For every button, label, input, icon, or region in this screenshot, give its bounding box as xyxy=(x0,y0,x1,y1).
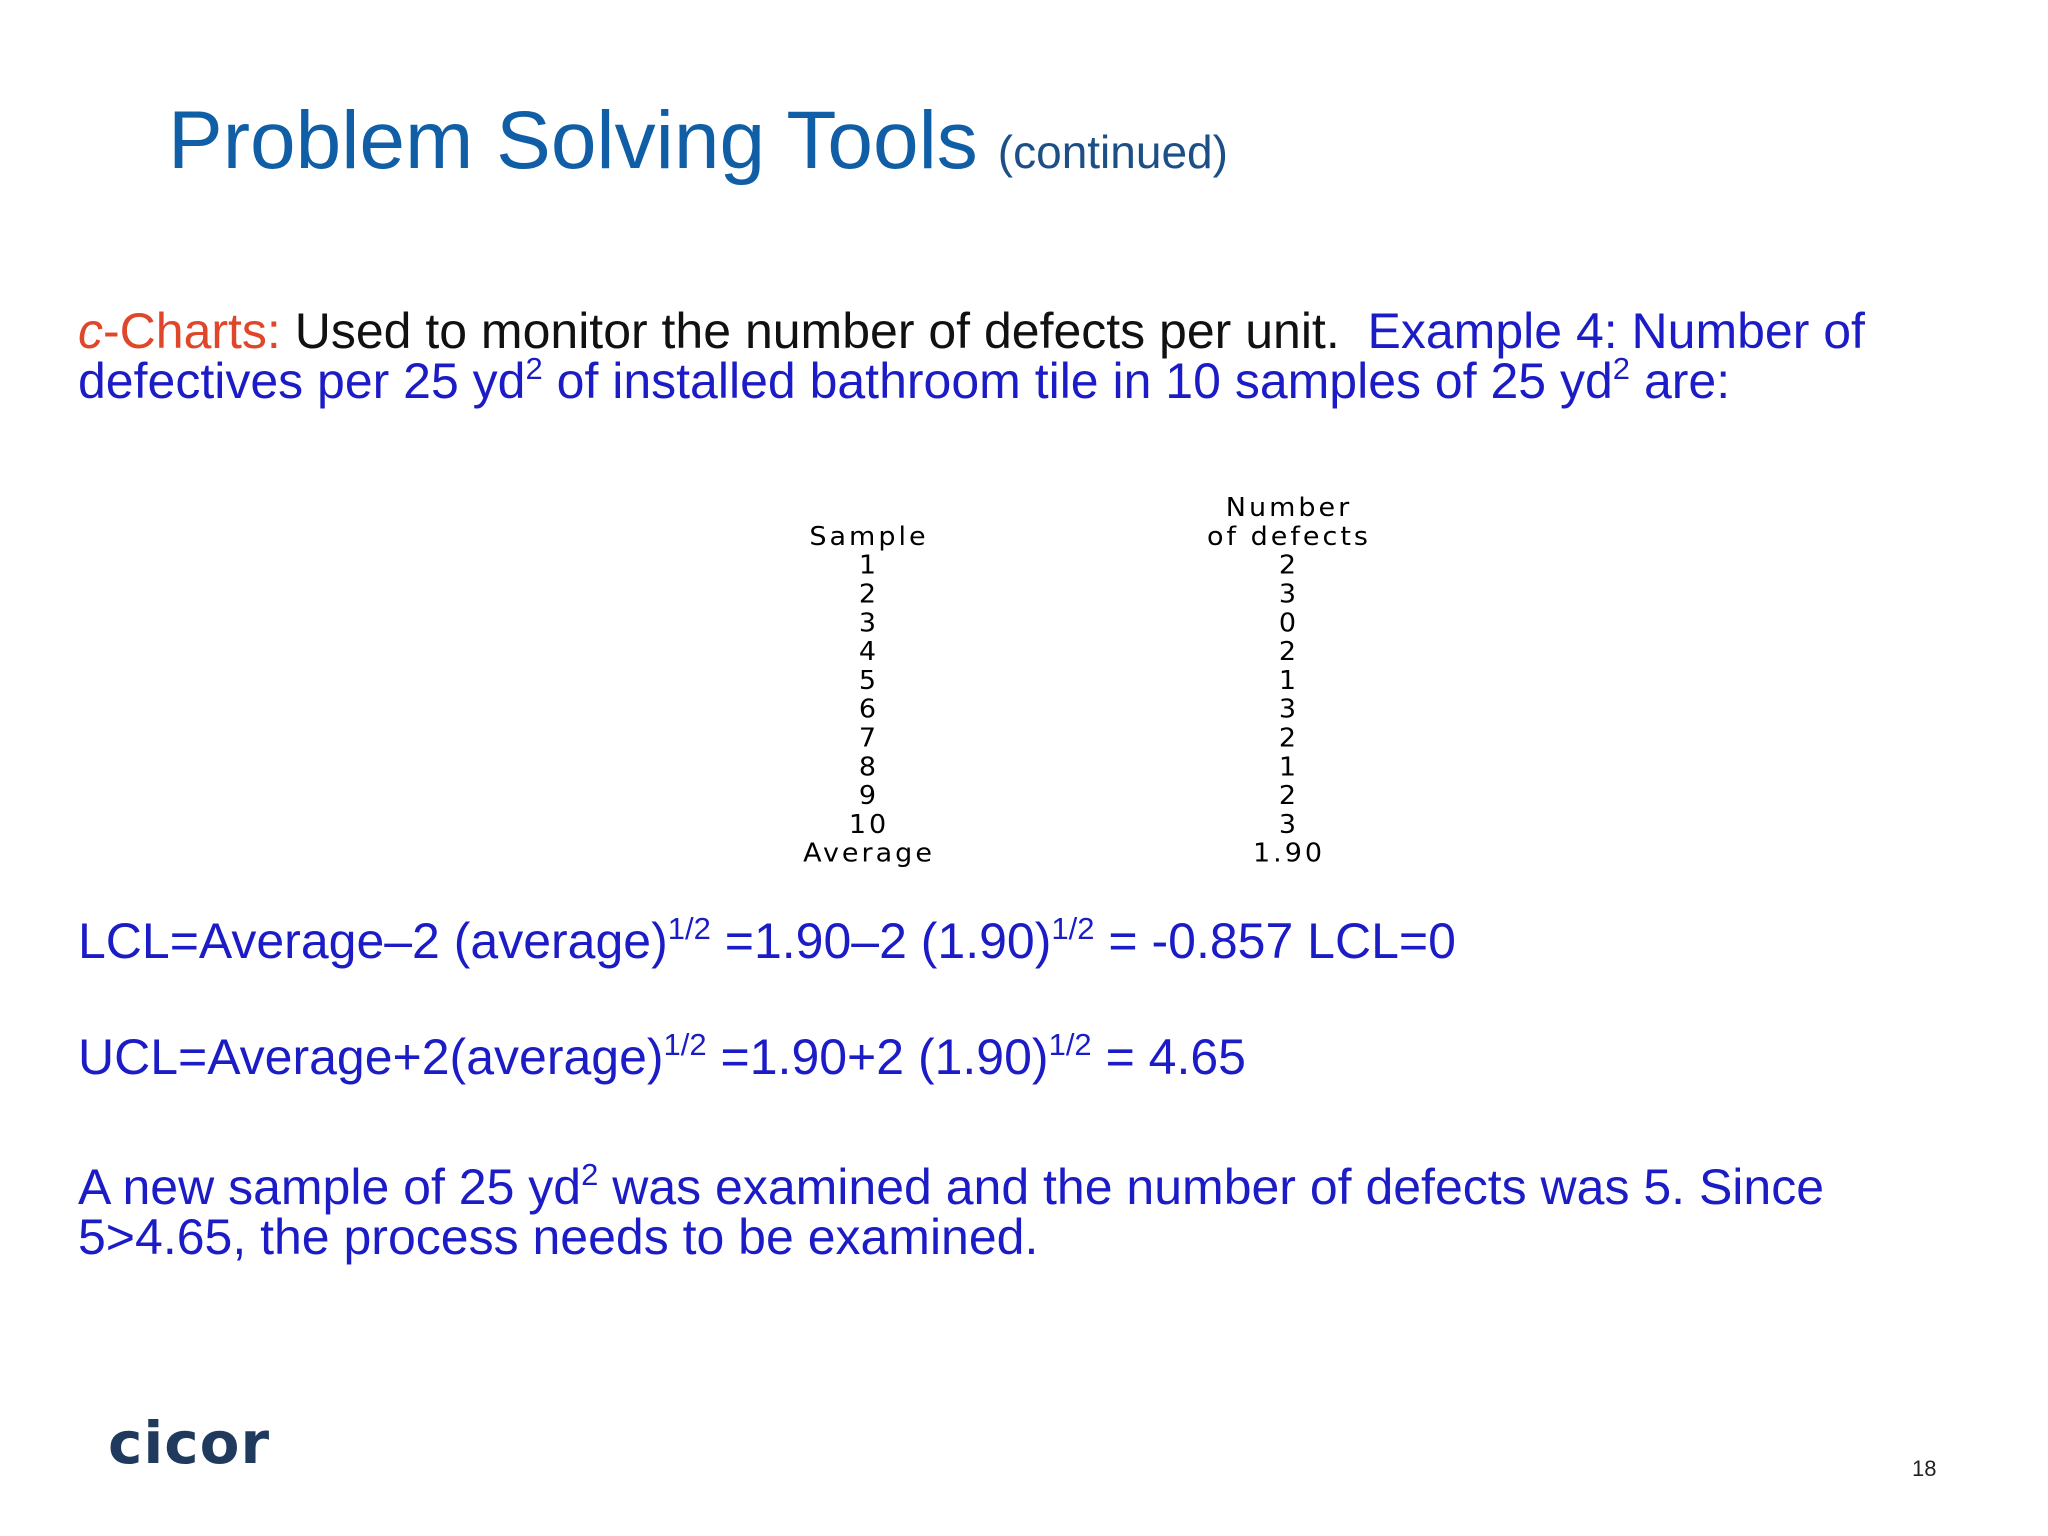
ucl-sup-b: 1/2 xyxy=(1048,1026,1092,1062)
term-definition: Used to monitor the number of defects per unit. xyxy=(294,303,1340,359)
lcl-part-b: =1.90–2 (1.90) xyxy=(710,913,1052,969)
gap-cell xyxy=(972,753,1166,782)
conclusion-part-a: A new sample of 25 yd xyxy=(78,1159,582,1215)
sample-cell: 2 xyxy=(858,579,880,610)
table-row xyxy=(766,609,1412,638)
table-row xyxy=(766,667,1412,696)
term-rest: -Charts: xyxy=(103,303,281,359)
slide-title-main: Problem Solving Tools xyxy=(168,95,978,186)
example-sup-2: 2 xyxy=(1612,350,1631,386)
gap-cell xyxy=(972,724,1166,753)
defects-cell: 0 xyxy=(1278,608,1300,638)
table-row xyxy=(766,580,1412,609)
table-row xyxy=(766,724,1412,753)
table-row xyxy=(766,782,1412,811)
gap-cell xyxy=(972,840,1166,869)
slide-title-sub: (continued) xyxy=(997,126,1228,178)
defects-table xyxy=(766,494,1412,868)
lcl-part-a: LCL=Average–2 (average) xyxy=(78,913,668,969)
defects-cell: 2 xyxy=(1278,781,1300,811)
defects-cell: 2 xyxy=(1278,637,1300,667)
table-header-row xyxy=(766,494,1412,552)
ucl-sup-a: 1/2 xyxy=(663,1026,707,1062)
defects-cell: 2 xyxy=(1278,723,1300,754)
sample-cell: 10 xyxy=(848,809,890,840)
average-value: 1.90 xyxy=(1252,838,1326,869)
ucl-formula xyxy=(78,1026,1246,1085)
defects-cell: 2 xyxy=(1278,550,1300,581)
logo-text: cicor xyxy=(108,1409,271,1477)
gap-cell xyxy=(972,667,1166,696)
example-line-1: Example 4: Number of xyxy=(1367,303,1865,359)
average-label: Average xyxy=(803,838,935,869)
sample-cell: 7 xyxy=(858,723,880,754)
example-sup-1: 2 xyxy=(525,350,543,386)
page-number: 18 xyxy=(1912,1456,1937,1481)
term-italic-c: c xyxy=(78,303,103,359)
sample-cell: 6 xyxy=(858,694,880,725)
ucl-part-c: = 4.65 xyxy=(1091,1029,1246,1085)
gap-cell xyxy=(972,609,1166,638)
cicor-logo xyxy=(108,1410,270,1476)
header-defects xyxy=(1166,494,1412,552)
example-line-2-a: defectives per 25 yd xyxy=(78,353,526,409)
lcl-sup-b: 1/2 xyxy=(1051,910,1095,946)
gap-cell xyxy=(972,638,1166,667)
gap-cell xyxy=(972,696,1166,725)
gap-cell xyxy=(972,552,1166,581)
ucl-part-b: =1.90+2 (1.90) xyxy=(706,1029,1049,1085)
lcl-part-c: = -0.857 LCL=0 xyxy=(1094,913,1456,969)
defects-cell: 1 xyxy=(1278,665,1300,696)
table-row xyxy=(766,753,1412,782)
gap-cell xyxy=(972,580,1166,609)
table-row xyxy=(766,696,1412,725)
header-sample-text: Sample xyxy=(809,521,929,552)
header-defects-line-2: of defects xyxy=(1207,521,1371,552)
conclusion-line-2: 5>4.65, the process needs to be examined. xyxy=(78,1209,1039,1265)
header-sample xyxy=(766,494,972,552)
conclusion-paragraph xyxy=(78,1156,1825,1265)
intro-paragraph xyxy=(78,303,1865,409)
header-gap xyxy=(972,494,1166,552)
term-label xyxy=(78,303,281,359)
defects-cell: 1 xyxy=(1278,752,1300,782)
sample-cell: 4 xyxy=(858,637,880,667)
slide-title xyxy=(168,96,1228,197)
defects-cell: 3 xyxy=(1278,579,1300,610)
table-average-row xyxy=(766,840,1412,869)
sample-cell: 1 xyxy=(858,550,880,581)
conclusion-sup: 2 xyxy=(581,1156,599,1192)
conclusion-part-b: was examined and the number of defects was 5. Since xyxy=(598,1159,1825,1215)
example-line-2-b: of installed bathroom tile in 10 samples of 25 yd xyxy=(542,353,1613,409)
sample-cell: 8 xyxy=(858,752,880,782)
sample-cell: 9 xyxy=(858,781,880,811)
lcl-formula xyxy=(78,910,1456,969)
table-row xyxy=(766,552,1412,581)
header-defects-line-1: Number xyxy=(1225,493,1353,523)
ucl-part-a: UCL=Average+2(average) xyxy=(78,1029,664,1085)
table-row xyxy=(766,811,1412,840)
gap-cell xyxy=(972,782,1166,811)
lcl-sup-a: 1/2 xyxy=(667,910,711,946)
example-line-2-c: are: xyxy=(1630,353,1731,409)
sample-cell: 3 xyxy=(858,608,880,638)
gap-cell xyxy=(972,811,1166,840)
sample-cell: 5 xyxy=(858,665,880,696)
defects-cell: 3 xyxy=(1278,694,1300,725)
table-row xyxy=(766,638,1412,667)
defects-cell: 3 xyxy=(1278,809,1300,840)
